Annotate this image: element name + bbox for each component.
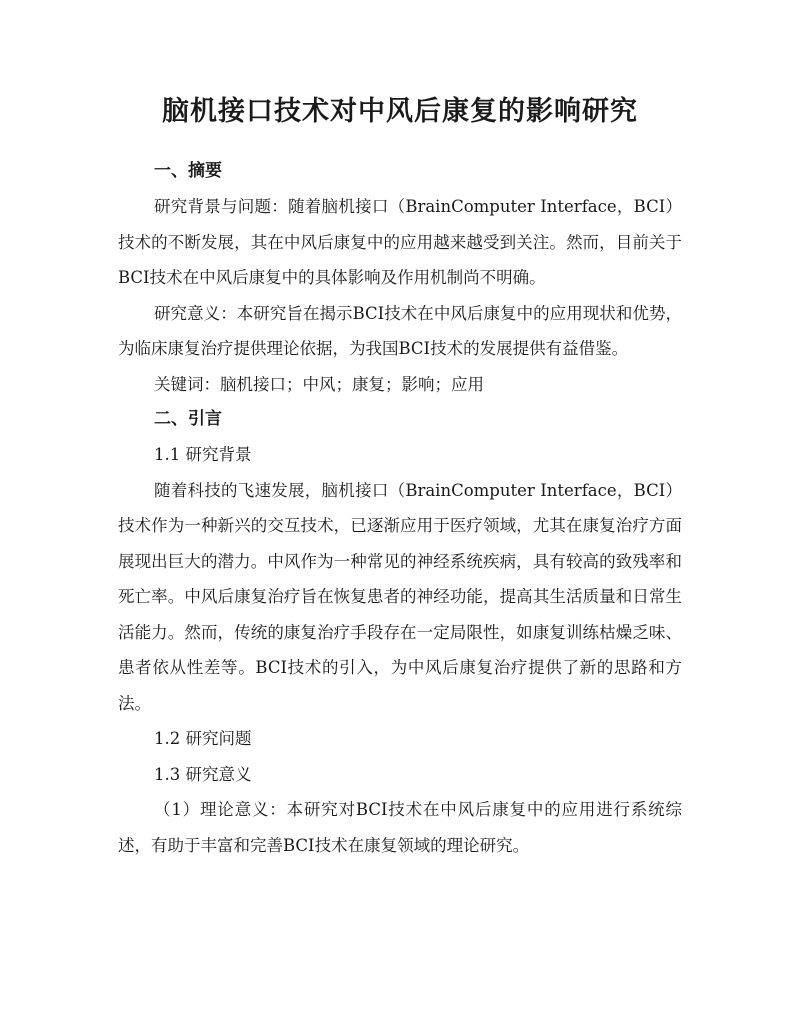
section-1-3-heading: 1.3 研究意义	[154, 764, 252, 784]
abstract-heading: 一、摘要	[154, 161, 222, 181]
section-1-1-paragraph: 随着科技的飞速发展，脑机接口（BrainComputer Interface，BCI）技术作为一种新兴的交互技术，已逐渐应用于医疗领域，尤其在康复治疗方面展现出巨大的潜力。中风作为一种常见的神经系统疾病，具有较高的致残率和死亡率。中风后康复治疗旨在恢复患者的神经功能，提高其生活质量和日常生活能力。然而，传统的康复治疗手段存在一定局限性，如康复训练枯燥乏味、患者依从性差等。BCI技术的引入，为中风后康复治疗提供了新的思路和方法。	[118, 480, 682, 713]
page-title: 脑机接口技术对中风后康复的影响研究	[162, 96, 638, 127]
abstract-background-paragraph: 研究背景与问题：随着脑机接口（BrainComputer Interface，BCI）技术的不断发展，其在中风后康复中的应用越来越受到关注。然而，目前关于BCI技术在中风后康复中的具体影响及作用机制尚不明确。	[118, 197, 682, 287]
introduction-heading: 二、引言	[154, 409, 222, 429]
section-1-2-heading: 1.2 研究问题	[154, 729, 252, 748]
section-1-1-heading: 1.1 研究背景	[154, 445, 252, 464]
abstract-significance-paragraph: 研究意义：本研究旨在揭示BCI技术在中风后康复中的应用现状和优势，为临床康复治疗提供理论依据，为我国BCI技术的发展提供有益借鉴。	[118, 303, 682, 358]
keywords-line: 关键词：脑机接口；中风；康复；影响；应用	[154, 374, 484, 394]
section-1-3-item-1: （1）理论意义：本研究对BCI技术在中风后康复中的应用进行系统综述，有助于丰富和完善BCI技术在康复领域的理论研究。	[118, 800, 682, 855]
